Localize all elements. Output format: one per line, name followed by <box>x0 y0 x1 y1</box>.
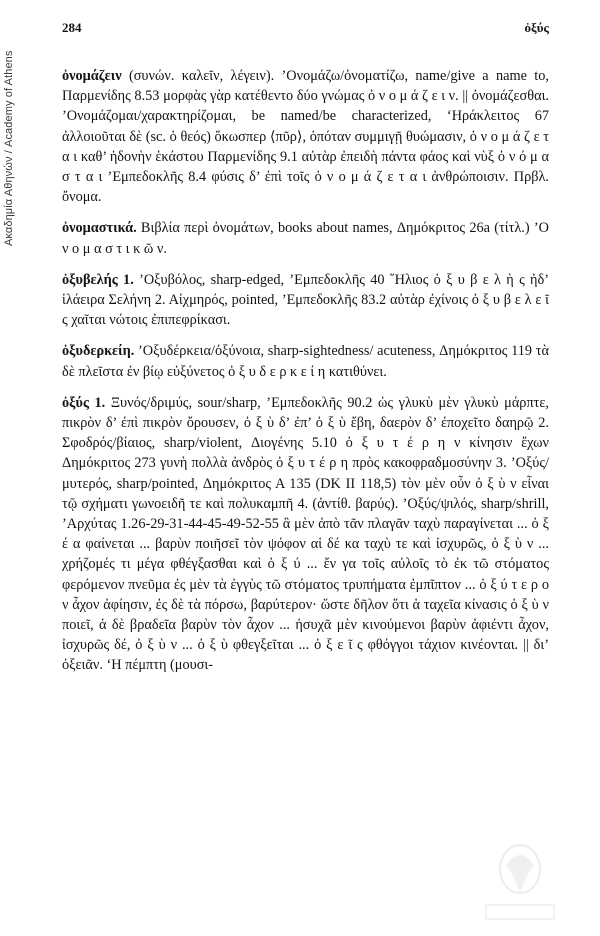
entry-text: Ξυνός/δριμύς, sour/sharp, ’Εμπεδοκλῆς 90.2 ὡς γλυκὺ μὲν γλυκὺ μάρπτε, πικρὸν δ’ ἐπὶ πικρὸν ὄρουσεν, ὀ ξ ὺ δ’ ἐπ’ ὀ ξ ὺ ἔβη, δαερὸν δ’ ἐποχεῖτο δαηρῷ 2. Σφοδρός/βίαιος, sharp/violent, Διογένης 5.10 ὀ ξ υ τ έ ρ η ν κίνησιν ἔχων Δημόκριτος 273 γυνὴ πολλὰ ἀνδρὸς ὀ ξ υ τ έ ρ η πρὸς κακοφραδμοσύνην 3. ’Οξύς/μυτερός, sharp/pointed, Δημόκριτος Α 135 (DK II 118,5) τὸν μὲν οὖν ὀ ξ ὺ ν εἶναι τῷ σχήματι γωνοειδῆ τε καὶ πολυκαμπῆ 4. (ἀντίθ. βαρύς). ’Οξύς/ψιλός, sharp/shrill, ’Αρχύτας 1.26-29-31-44-45-49-52-55 ἃ μὲν ἀπὸ τᾶν πλαγᾶν ταχὺ παραγίνεται ... ὀ ξ έ α φαίνεται ... βαρὺν ποιῆσεῖ τὸν ψόφον αἱ δέ κα ταχὺ τε καὶ ἰσχυρῶς, ὀ ξ ὺ ν ... χρήζομές τι μέγα φθέγξασθαι καὶ ὀ ξ ύ ... ἔν γα τοῖς αὐλοῖς τὸ ἐκ τῶ στόματος φερόμενον πνεῦμα ἐς μὲν τὰ ἐγγὺς τῶ στόματος τρυπήματα ἐμπῖπτον ... ὀ ξ ύ τ ε ρ ο ν ἆχον ἀφίησιν, ἐς δὲ τὰ πόρσω, βαρύτερον· ὥστε δῆλον ὅτι ἁ ταχεῖα κίνασις ὀ ξ ὺ ν ποιεῖ, ἁ δὲ βραδεῖα βαρὺν τὸν ἆχον ... ἡσυχᾶ μὲν κινούμενοι βαρὺν ἀφιέντι ἆχον, ἰσχυρῶς δέ, ὀ ξ ὺ ν ... ὀ ξ ὺ φθεγξεῖται ... ὀ ξ ε ῖ ς φθόγγοι τάχιον κινέονται. || δι’ ὀξειᾶν. ‘Η πέμπτη (μουσι- <box>62 394 549 674</box>
entry-text: ’Οξυδέρκεια/ὀξύνοια, sharp-sightedness/ acuteness, Δημόκριτος 119 τὰ δὲ πλεῖστα ἐν βίῳ εὐξύνετος ὀ ξ υ δ ε ρ κ ε ί η κατιθύνει. <box>62 343 549 380</box>
entry-onomazein <box>62 66 549 207</box>
side-label: Ακαδημία Αθηνών / Academy of Athens <box>3 50 15 246</box>
entry-headword: ὀνομάζειν <box>62 68 122 84</box>
running-title: ὀξύς <box>524 20 549 35</box>
entry-oxybeles <box>62 270 549 331</box>
entry-headword: ὀξύς 1. <box>62 394 106 411</box>
entry-text: (συνών. καλεῖν, λέγειν). ’Ονομάζω/ὀνοματίζω, name/give a name to, Παρμενίδης 8.53 μορφὰς γὰρ κατέθεντο δύο γνώμας ὀ ν ο μ ά ζ ε ι ν. || ὀνομάζεσθαι. ’Ονομάζομαι/χαρακτηρίζομαι, be named/be characterized, ‘Ηράκλειτος 67 ἀλλοιοῦται δὲ (sc. ὁ θεός) ὅκωσπερ ⟨πῦρ⟩, ὁπόταν συμμιγῇ θυώμασιν, ὀ ν ο μ ά ζ ε τ α ι καθ’ ἡδονὴν ἑκάστου Παρμενίδης 9.1 αὐτὰρ ἐπειδὴ πάντα φάος καὶ νὺξ ὀ ν ό μ α σ τ α ι ’Εμπεδοκλῆς 8.4 φύσις δ’ ἐπὶ τοῖς ὀ ν ο μ ά ζ ε τ α ι ἀνθρώποισιν. Πρβλ. ὄνομα. <box>62 68 549 206</box>
page-number: 284 <box>62 20 82 35</box>
dictionary-column <box>62 66 549 687</box>
page-header <box>62 20 549 38</box>
entry-text: Βιβλία περὶ ὀνομάτων, books about names, Δημόκριτος 26a (τίτλ.) ’Ο ν ο μ α σ τ ι κ ῶ ν. <box>62 220 549 257</box>
entry-headword: ὀξυδερκείη. <box>62 343 135 360</box>
entry-oxyderkeie <box>62 341 549 381</box>
academy-seal-watermark <box>476 835 564 931</box>
entry-onomastika <box>62 218 549 258</box>
entry-oxys <box>62 393 549 676</box>
entry-text: ’Οξυβόλος, sharp-edged, ’Εμπεδοκλῆς 40 ῞Ηλιος ὀ ξ υ β ε λ ὴ ς ἠδ’ ἱλάειρα Σελήνη 2. Αἰχμηρός, pointed, ’Εμπεδοκλῆς 83.2 αὐτὰρ ἐχίνοις ὀ ξ υ β ε λ ε ῖ ς χαῖται νώτοις ἐπιπεφρίκασι. <box>62 271 550 329</box>
entry-headword: ὀνομαστικά. <box>62 220 137 237</box>
entry-headword: ὀξυβελής 1. <box>62 271 134 288</box>
